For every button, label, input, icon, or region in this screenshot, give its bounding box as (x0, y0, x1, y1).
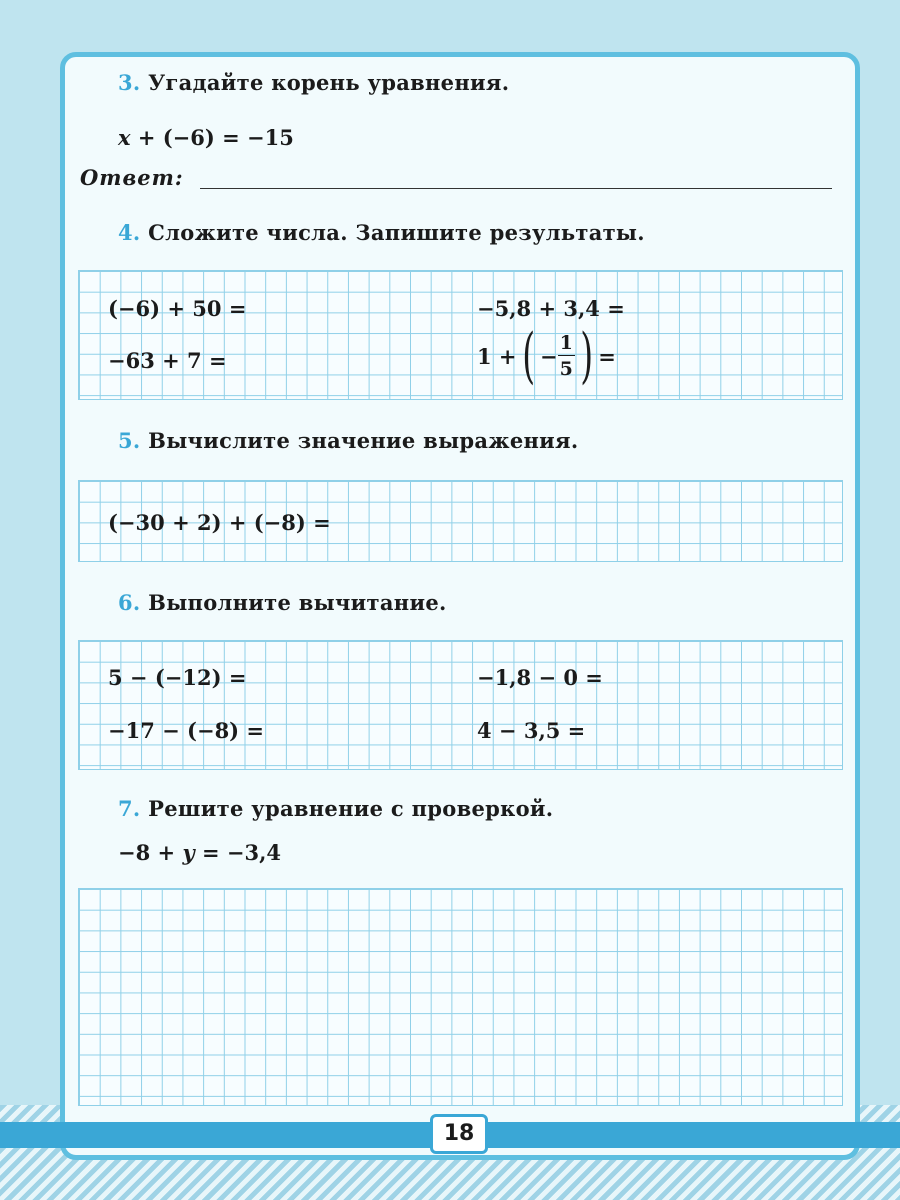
task-7-text: Решите уравнение с проверкой. (148, 796, 554, 821)
task-5-title (118, 428, 578, 453)
right-paren: ) (580, 321, 593, 391)
task-4-expr-3: −5,8 + 3,4 = (477, 296, 625, 321)
fraction-numerator: 1 (559, 331, 573, 354)
task-4-grid[interactable] (78, 270, 843, 400)
task-4-expr-4 (477, 321, 616, 391)
task-7-equation-left: −8 + (118, 840, 183, 865)
answer-line[interactable] (200, 188, 832, 189)
task-4-expr-4-prefix: 1 + (477, 343, 517, 369)
task-7-variable: y (182, 840, 195, 865)
task-4-expr-4-sign: − (539, 343, 558, 369)
task-7-grid[interactable] (78, 888, 843, 1106)
task-4-expr-4-suffix: = (598, 343, 616, 369)
task-4-title (118, 220, 645, 245)
page-number: 18 (430, 1114, 488, 1154)
task-4-expr-1: (−6) + 50 = (108, 296, 247, 321)
fraction-denominator: 5 (559, 357, 573, 380)
task-3-variable: x (118, 125, 131, 150)
task-3-title (118, 70, 509, 95)
task-3-text: Угадайте корень уравнения. (148, 70, 510, 95)
task-7-number: 7. (118, 796, 141, 821)
task-6-expr-2: −17 − (−8) = (108, 718, 265, 743)
task-7-equation (118, 840, 281, 865)
task-3-equation (118, 125, 294, 150)
task-7-title (118, 796, 553, 821)
task-3-number: 3. (118, 70, 141, 95)
task-7-equation-right: = −3,4 (194, 840, 281, 865)
task-6-text: Выполните вычитание. (148, 590, 447, 615)
task-6-expr-3: −1,8 − 0 = (477, 665, 603, 690)
task-5-expr-1: (−30 + 2) + (−8) = (108, 510, 331, 535)
task-4-number: 4. (118, 220, 141, 245)
task-4-expr-2: −63 + 7 = (108, 348, 227, 373)
task-6-expr-1: 5 − (−12) = (108, 665, 247, 690)
left-paren: ( (521, 321, 535, 391)
fraction (558, 331, 575, 380)
task-6-expr-4: 4 − 3,5 = (477, 718, 586, 743)
task-3-equation-rest: + (−6) = −15 (130, 125, 294, 150)
task-6-number: 6. (118, 590, 141, 615)
answer-label: Ответ: (80, 165, 184, 190)
task-6-title (118, 590, 447, 615)
task-5-text: Вычислите значение выражения. (148, 428, 579, 453)
task-4-text: Сложите числа. Запишите результаты. (148, 220, 645, 245)
task-6-grid[interactable] (78, 640, 843, 770)
task-5-number: 5. (118, 428, 141, 453)
